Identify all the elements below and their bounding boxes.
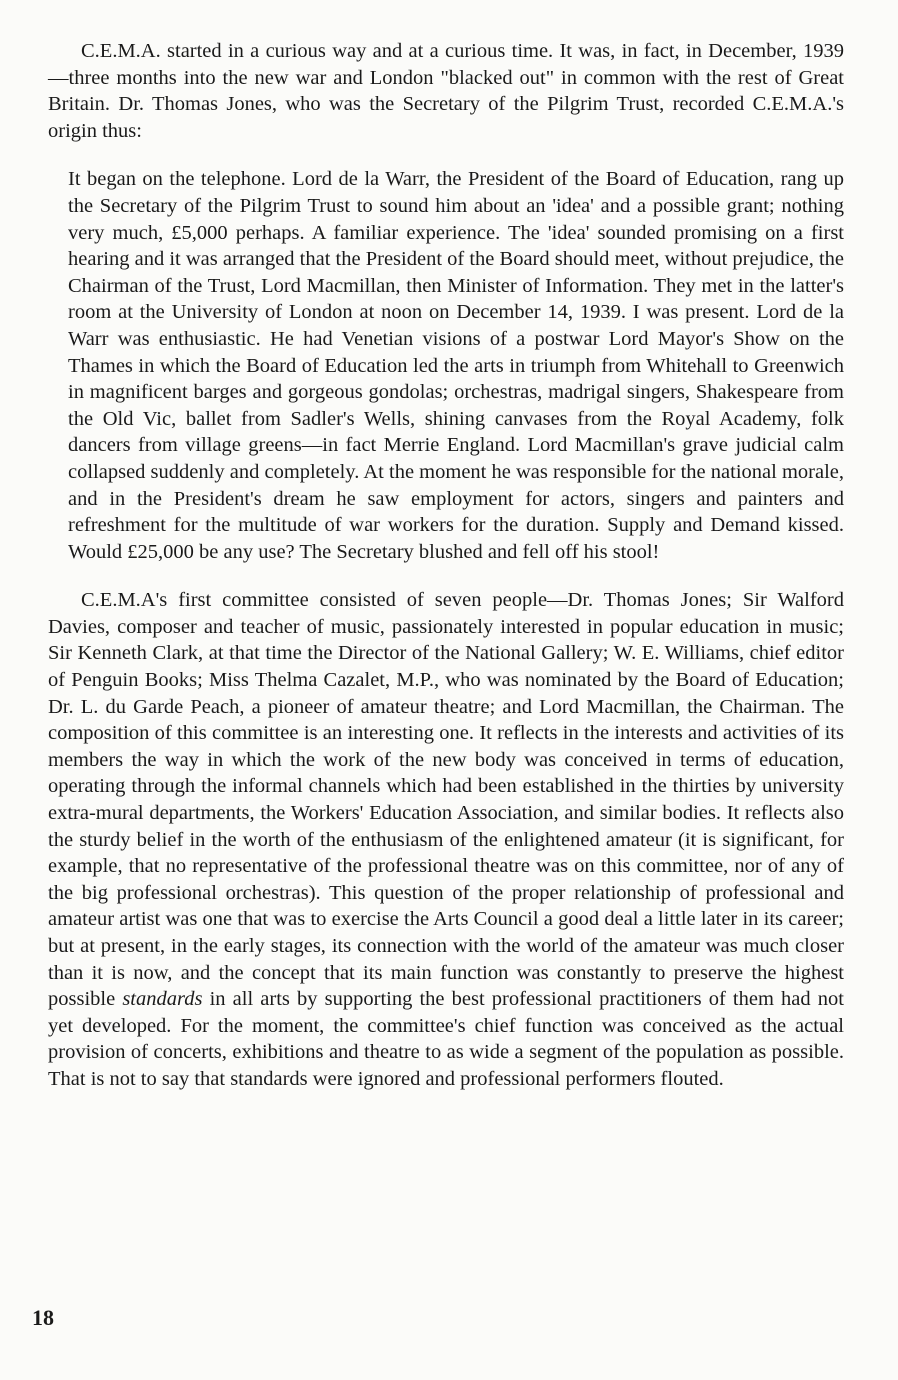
paragraph-committee [48,587,844,1092]
paragraph-committee-text-1: C.E.M.A's first committee consisted of seven people—Dr. Thomas Jones; Sir Walford Davies, composer and teacher of music, passionately interested in popular education in music; Sir Kenneth Clark, at that time the Director of the National Gallery; W. E. Williams, chief editor of Penguin Books; Miss Thelma Cazalet, M.P., who was nominated by the Board of Education; Dr. L. du Garde Peach, a pioneer of amateur theatre; and Lord Macmillan, the Chairman. The composition of this committee is an interesting one. It reflects in the interests and activities of its members the way in which the work of the new body was conceived in terms of education, operating through the informal channels which had been established in the thirties by university extra-mural departments, the Workers' Education Association, and similar bodies. It reflects also the sturdy belief in the worth of the enthusiasm of the enlightened amateur (it is significant, for example, that no representative of the professional theatre was on this committee, nor of any of the big professional orchestras). This question of the proper relationship of professional and amateur artist was one that was to exercise the Arts Council a good deal a little later in its career; but at present, in the early stages, its connection with the world of the amateur was much closer than it is now, and the concept that its main function was constantly to preserve the highest possible [48,589,844,1011]
emphasis-standards: standards [122,988,203,1011]
page-body [48,38,844,1093]
block-quotation: It began on the telephone. Lord de la Warr, the President of the Board of Education, rang up the Secretary of the Pilgrim Trust to sound him about an 'idea' and a possible grant; nothing very much, £5,000 perhaps. A familiar experience. The 'idea' sounded promising on a first hearing and it was arranged that the President of the Board should meet, without prejudice, the Chairman of the Trust, Lord Macmillan, then Minister of Information. They met in the latter's room at the University of London at noon on December 14, 1939. I was present. Lord de la Warr was enthusiastic. He had Venetian visions of a postwar Lord Mayor's Show on the Thames in which the Board of Education led the arts in triumph from Whitehall to Greenwich in magnificent barges and gorgeous gondolas; orchestras, madrigal singers, Shakespeare from the Old Vic, ballet from Sadler's Wells, shining canvases from the Royal Academy, folk dancers from village greens—in fact Merrie England. Lord Macmillan's grave judicial calm collapsed suddenly and completely. At the moment he was responsible for the national morale, and in the President's dream he saw employment for actors, singers and painters and refreshment for the multitude of war workers for the duration. Supply and Demand kissed. Would £25,000 be any use? The Secretary blushed and fell off his stool! [68,168,844,563]
paragraph-intro: C.E.M.A. started in a curious way and at a curious time. It was, in fact, in December, 1939—three months into the new war and London "blacked out" in common with the rest of Great Britain. Dr. Thomas Jones, who was the Secretary of the Pilgrim Trust, recorded C.E.M.A.'s origin thus: [48,40,844,142]
page-number: 18 [32,1305,54,1330]
paragraph-committee-text-2: in all arts by supporting the best professional practitioners of them had not yet developed. For the moment, the committee's chief function was conceived as the actual provision of concerts, exhibitions and theatre to as wide a segment of the population as possible. That is not to say that standards were ignored and professional performers flouted. [48,988,844,1090]
